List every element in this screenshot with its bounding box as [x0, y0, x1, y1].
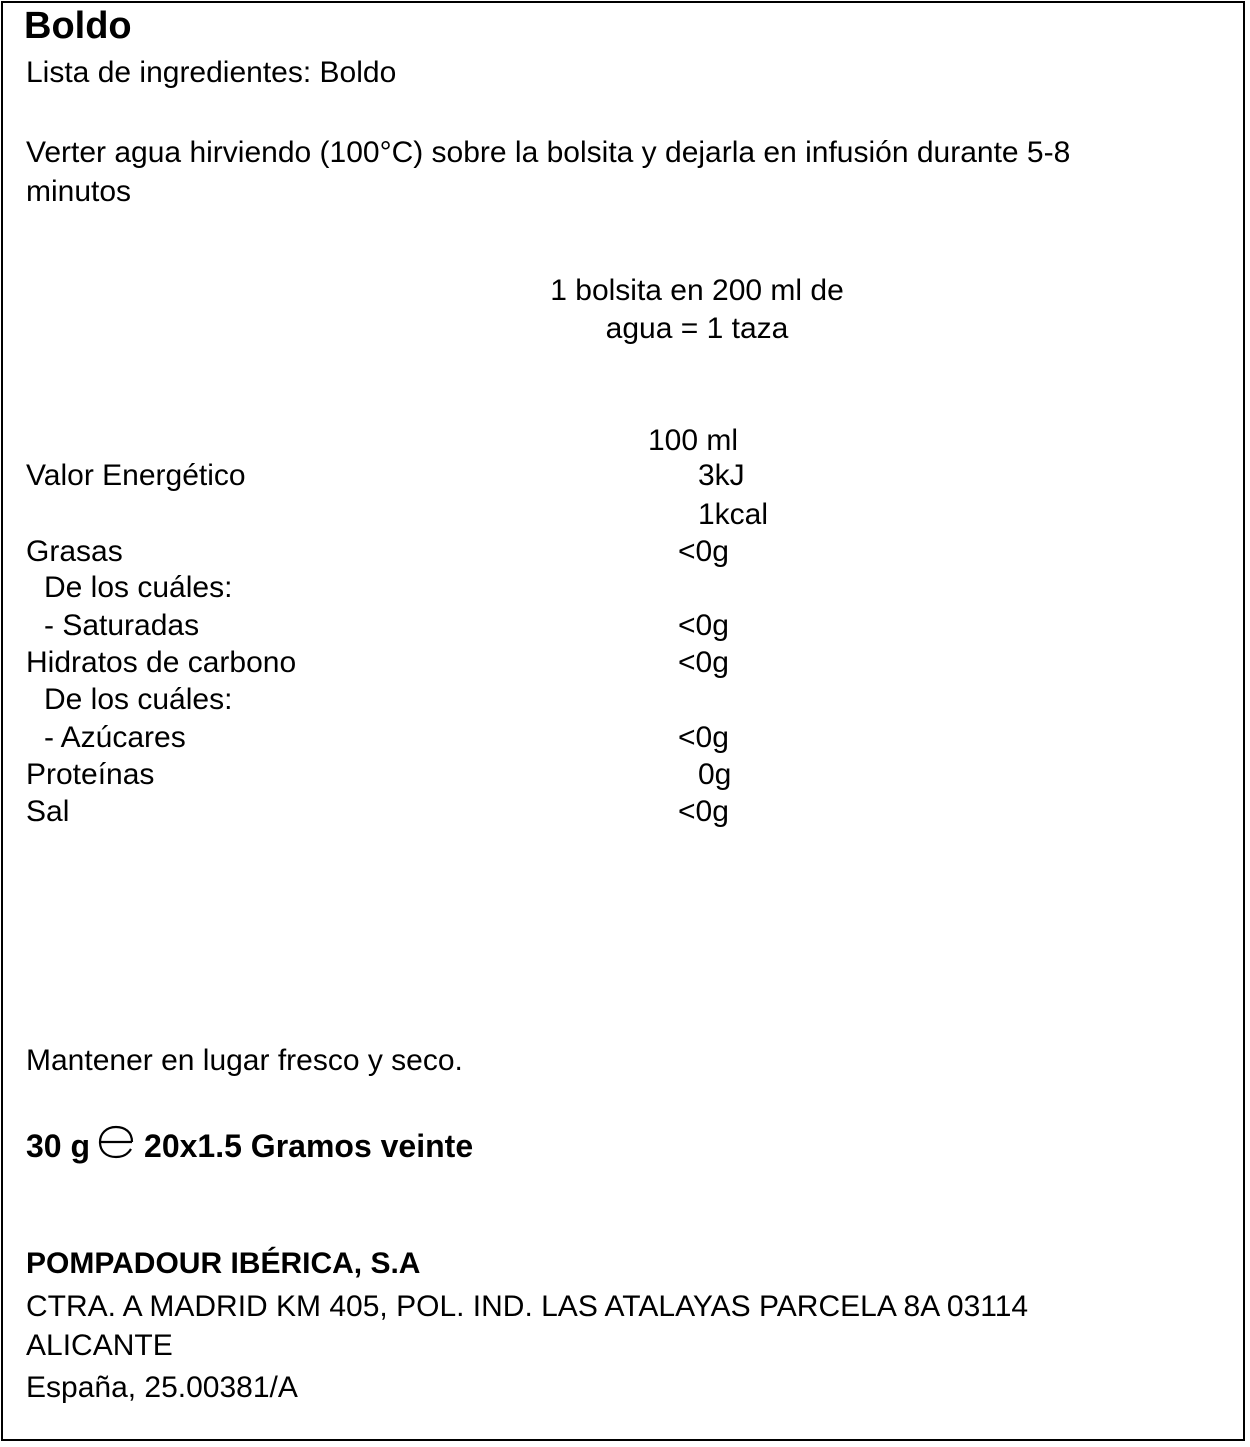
product-name: Boldo	[24, 5, 132, 47]
energy-kj-value: 3kJ	[698, 459, 745, 492]
nutrition-column-header: 100 ml	[648, 424, 739, 457]
saturated-label: - Saturadas	[44, 609, 200, 642]
net-weight: 30 g	[26, 1128, 91, 1164]
carbs-label: Hidratos de carbono	[26, 646, 297, 679]
salt-label: Sal	[26, 795, 70, 828]
energy-kcal-value: 1kcal	[698, 498, 769, 531]
fat-of-which-label: De los cuáles:	[44, 571, 233, 604]
serving-size	[447, 272, 947, 348]
company-name: POMPADOUR IBÉRICA, S.A	[26, 1247, 421, 1280]
protein-value: 0g	[698, 758, 732, 791]
serving-line1: 1 bolsita en 200 ml de	[550, 274, 844, 307]
quantity-description: 20x1.5 Gramos veinte	[144, 1128, 474, 1164]
salt-value: <0g	[678, 795, 729, 828]
energy-label: Valor Energético	[26, 459, 246, 492]
sugars-label: - Azúcares	[44, 721, 186, 754]
preparation-instructions-line2: minutos	[26, 175, 132, 208]
carbs-value: <0g	[678, 646, 729, 679]
company-address-line1: CTRA. A MADRID KM 405, POL. IND. LAS ATALAYAS PARCELA 8A 03114	[26, 1290, 1029, 1323]
net-quantity	[26, 1126, 473, 1171]
sugars-value: <0g	[678, 721, 729, 754]
serving-line2: agua = 1 taza	[605, 312, 789, 345]
ingredients-list: Lista de ingredientes: Boldo	[26, 56, 397, 89]
fat-value: <0g	[678, 535, 729, 568]
label-frame	[1, 1, 1245, 1441]
carbs-of-which-label: De los cuáles:	[44, 683, 233, 716]
company-country-registry: España, 25.00381/A	[26, 1371, 298, 1404]
estimate-sign-icon	[96, 1124, 136, 1169]
protein-label: Proteínas	[26, 758, 155, 791]
preparation-instructions-line1: Verter agua hirviendo (100°C) sobre la bolsita y dejarla en infusión durante 5-8	[26, 136, 1071, 169]
fat-label: Grasas	[26, 535, 123, 568]
storage-instructions: Mantener en lugar fresco y seco.	[26, 1044, 463, 1077]
saturated-value: <0g	[678, 609, 729, 642]
company-address-line2: ALICANTE	[26, 1329, 173, 1362]
